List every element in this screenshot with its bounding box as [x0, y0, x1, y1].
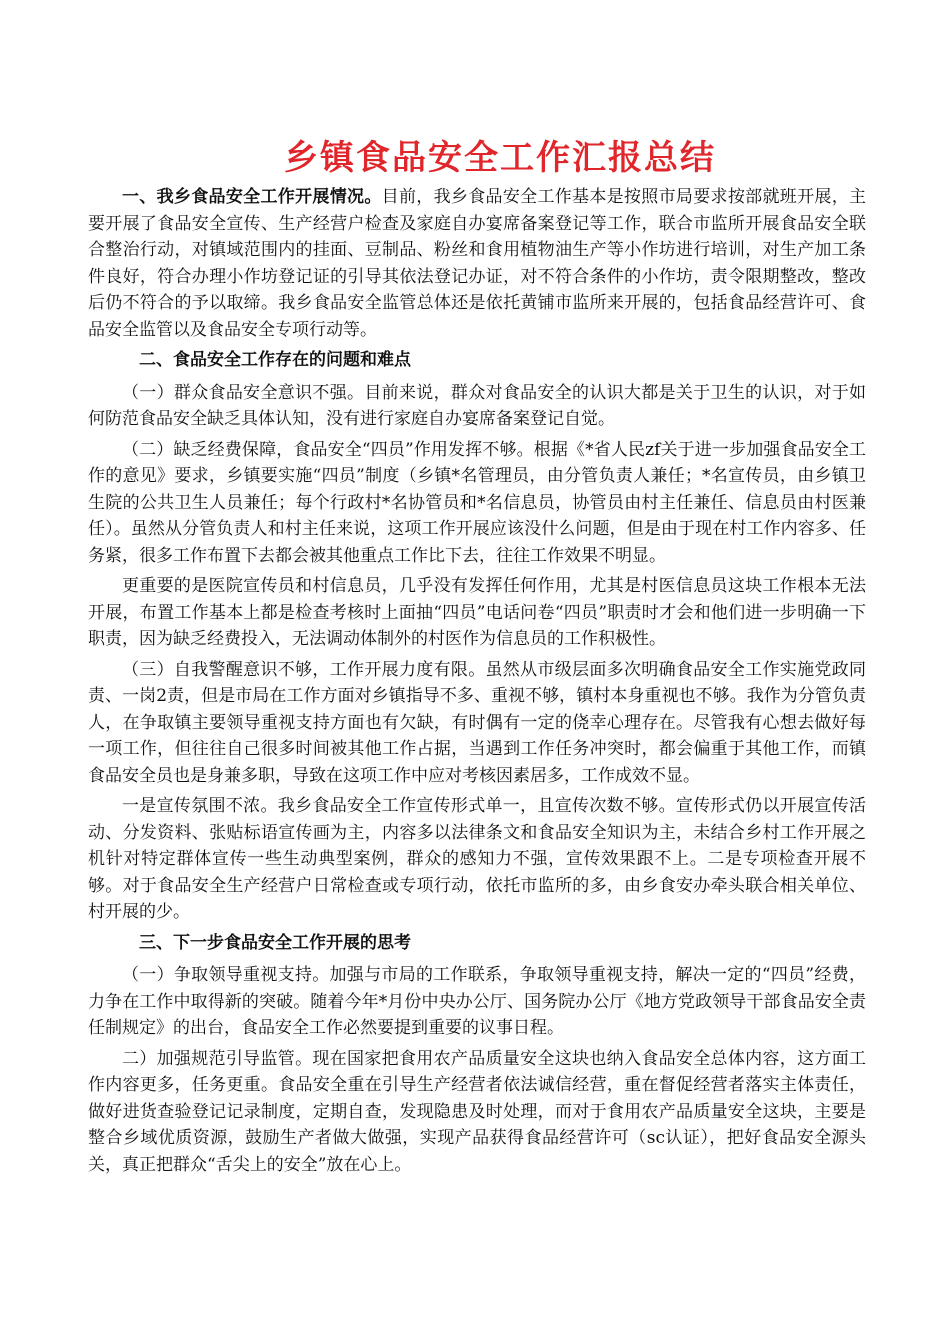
paragraph-5: （三）自我警醒意识不够，工作开展力度有限。虽然从市级层面多次明确食品安全工作实施党政同责、一岗2责，但是市局在工作方面对乡镇指导不多、重视不够，镇村本身重视也不够。我作为分管负责人，在争取镇主要领导重视支持方面也有欠缺，有时偶有一定的侥幸心理存在。尽管我有心想去做好每一项工作，但往往自己很多时间被其他工作占据，当遇到工作任务冲突时，都会偏重于其他工作，而镇食品安全员也是身兼多职，导致在这项工作中应对考核因素居多，工作成效不显。	[88, 659, 866, 786]
section-1-heading: 一、我乡食品安全工作开展情况。	[122, 187, 382, 207]
paragraph-1	[88, 184, 866, 343]
paragraph-6: 一是宣传氛围不浓。我乡食品安全工作宣传形式单一，且宣传次数不够。宣传形式仍以开展宣传活动、分发资料、张贴标语宣传画为主，内容多以法律条文和食品安全知识为主，未结合乡村工作开展之机针对特定群体宣传一些生动典型案例，群众的感知力不强，宣传效果跟不上。二是专项检查开展不够。对于食品安全生产经营户日常检查或专项行动，依托市监所的多，由乡食安办牵头联合相关单位、村开展的少。	[88, 796, 866, 922]
document-body	[88, 184, 866, 1182]
section-3-heading: 三、下一步食品安全工作开展的思考	[139, 932, 411, 953]
paragraph-7: （一）争取领导重视支持。加强与市局的工作联系，争取领导重视支持，解决一定的“四员”经费，力争在工作中取得新的突破。随着今年*月份中央办公厅、国务院办公厅《地方党政领导干部食品安全责任制规定》的出台，食品安全工作必然要提到重要的议事日程。	[88, 965, 866, 1038]
section-2-heading: 二、食品安全工作存在的问题和难点	[139, 350, 411, 370]
document-title: 乡镇食品安全工作汇报总结	[284, 138, 716, 178]
paragraph-2: （一）群众食品安全意识不强。目前来说，群众对食品安全的认识大都是关于卫生的认识，对于如何防范食品安全缺乏具体认知，没有进行家庭自办宴席备案登记自觉。	[88, 382, 866, 429]
paragraph-3: （二）缺乏经费保障，食品安全“四员”作用发挥不够。根据《*省人民zf关于进一步加强食品安全工作的意见》要求，乡镇要实施“四员”制度（乡镇*名管理员，由分管负责人兼任；*名宣传员，由乡镇卫生院的公共卫生人员兼任；每个行政村*名协管员和*名信息员，协管员由村主任兼任、信息员由村医兼任）。虽然从分管负责人和村主任来说，这项工作开展应该没什么问题，但是由于现在村工作内容多、任务紧，很多工作布置下去都会被其他重点工作比下去，往往工作效果不明显。	[88, 439, 866, 566]
paragraph-4: 更重要的是医院宣传员和村信息员，几乎没有发挥任何作用，尤其是村医信息员这块工作根本无法开展，布置工作基本上都是检查考核时上面抽“四员”电话问卷“四员”职责时才会和他们进一步明确一下职责，因为缺乏经费投入，无法调动体制外的村医作为信息员的工作积极性。	[88, 576, 866, 649]
paragraph-1-text: 目前，我乡食品安全工作基本是按照市局要求按部就班开展，主要开展了食品安全宣传、生产经营户检查及家庭自办宴席备案登记等工作，联合市监所开展食品安全联合整治行动，对镇域范围内的挂面、豆制品、粉丝和食用植物油生产等小作坊进行培训，对生产加工条件良好，符合办理小作坊登记证的引导其依法登记办证，对不符合条件的小作坊，责令限期整改，整改后仍不符合的予以取缔。我乡食品安全监管总体还是依托黄铺市监所来开展的，包括食品经营许可、食品安全监管以及食品安全专项行动等。	[88, 187, 867, 340]
paragraph-8: 二）加强规范引导监管。现在国家把食用农产品质量安全这块也纳入食品安全总体内容，这方面工作内容更多，任务更重。食品安全重在引导生产经营者依法诚信经营，重在督促经营者落实主体责任，做好进货查验登记记录制度，定期自查，发现隐患及时处理，而对于食用农产品质量安全这块，主要是整合乡域优质资源，鼓励生产者做大做强，实现产品获得食品经营许可（sc认证），把好食品安全源头关，真正把群众“舌尖上的安全”放在心上。	[88, 1048, 866, 1175]
